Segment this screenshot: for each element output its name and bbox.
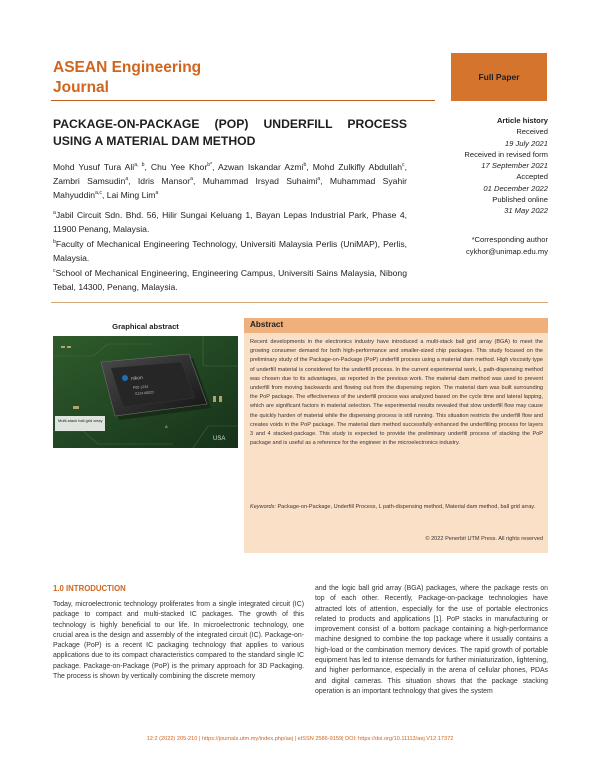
corresponding-email[interactable]: cykhor@unimap.edu.my (466, 247, 548, 256)
author-name: Idris Mansor (137, 176, 191, 186)
author-name: Chu Yee Khor (150, 162, 208, 172)
abstract-header (244, 318, 548, 333)
author-sup: c (402, 162, 405, 169)
author-name: Mohd Yusuf Tura Ali (53, 162, 135, 172)
author-sup: a (317, 176, 321, 183)
revised-label: Received in revised form (464, 149, 548, 159)
author-sup: b* (207, 162, 213, 169)
chip-label: Multi-stack ball grid array (58, 418, 103, 423)
received-label: Received (516, 127, 548, 137)
affiliation-sup: b (53, 239, 56, 246)
abstract-text: Recent developments in the electronics industry have introduced a multi-stack ball grid array (BGA) to meet the growing consumer demand for both high-performance and smaller-sized chip packages. This study focused on the preliminary study of the Package-on-Package (PoP) underfill process using a material dam method. High viscosity type of underfill material is considered for the underfill process. In the current experimental work, L path-dispensing method was chosen due to its advantages, as reported in the previous work. The material dam method was used to prevent underfill from moving backwards and flowing out from the dispensing region. The material dam was built surrounding the PoP package. The effectiveness of the underfill process was analyzed based on the cycle time and lateral lapping, which are significant factors in material selection. The experimental results revealed that slow underfill flow may cause the quickly harden of material while the dispensing process is still running. This situation restricts the underfill flow and creates voids in the PoP package. The material dam method successfully enhanced the underfilling process for layers 3 and 4 stacked-package. This study is expected to provide the preliminary underfill process of stacking the PoP package and is useful as a reference for the engineer in the microelectronics industry. (250, 339, 543, 447)
affiliation-item (53, 208, 407, 236)
svg-text:P00 1234: P00 1234 (132, 384, 149, 390)
author-sup: a,c (95, 190, 102, 197)
author-name: Muhammad Irsyad Suhaimi (202, 176, 318, 186)
author-list: Mohd Yusuf Tura Ali$^{a, b}$, Chu Yee Khor$^{b*}$, Azwan Iskandar Azmi$^b$, Mohd Zulkifly Abdullah$^c$, Zambri Samsudin$^a$, Idris Mansor$^a$, Muhammad Irsyad Suhaimi$^a$, Muhammad Syahir Mahyuddin$^{a,c}$, Lai Ming Lim$^a$ (53, 162, 408, 200)
keywords (250, 503, 543, 512)
affiliation-item (53, 237, 407, 265)
page-footer: 12:2 (2022) 205-210 | https://journals.utm.my/index.php/aej | eISSN 2586-9159| DOI: https://doi.org/10.11113/aej.V12.17372 (146, 736, 454, 742)
journal-name-line2: Journal (53, 79, 109, 96)
accepted-date: 01 December 2022 (483, 183, 548, 193)
journal-name-line1: ASEAN Engineering (53, 59, 202, 76)
corresponding-label: *Corresponding author (471, 235, 548, 244)
affiliation-sup: a (53, 210, 56, 217)
svg-text:S124 ABCD: S124 ABCD (134, 390, 155, 396)
svg-text:USA: USA (213, 436, 226, 442)
author-name: Muhammad Syahir Mahyuddin (53, 176, 408, 200)
graphical-abstract-image (53, 336, 238, 448)
abstract-heading: Abstract (250, 320, 284, 329)
graphical-abstract-heading: Graphical abstract (112, 322, 179, 331)
author-sup: a (155, 190, 159, 197)
paper-title: PACKAGE-ON-PACKAGE (POP) UNDERFILL PROCESS USING A MATERIAL DAM METHOD (53, 117, 407, 148)
received-date: 19 July 2021 (504, 138, 548, 148)
article-history (430, 115, 548, 217)
online-label: Published online (492, 195, 548, 205)
author-name: Lai Ming Lim (106, 190, 156, 200)
history-heading: Article history (496, 116, 548, 125)
journal-name (53, 58, 253, 98)
svg-text:nikon: nikon (130, 374, 144, 382)
author-sup: a (190, 176, 194, 183)
accepted-label: Accepted (516, 172, 548, 182)
paper-type-badge (451, 53, 547, 101)
affiliation-text: Faculty of Mechanical Engineering Technology, Universiti Malaysia Perlis (UniMAP), Perlis, Malaysia. (53, 239, 407, 263)
online-date: 31 May 2022 (504, 206, 548, 216)
affiliations (53, 208, 407, 294)
corresponding-author (420, 234, 548, 258)
author-sup: b (303, 162, 307, 169)
affiliation-item (53, 266, 407, 294)
paper-type-label: Full Paper (478, 72, 520, 82)
section-heading: 1.0 INTRODUCTION (53, 584, 126, 593)
affiliation-text: Jabil Circuit Sdn. Bhd. 56, Hilir Sungai Keluang 1, Bayan Lepas Industrial Park, Phase 4, 11900 Penang, Malaysia. (53, 210, 407, 234)
body-column-right: and the logic ball grid array (BGA) packages, where the package rests on top of each other. Recently, Package-on-package technologies have attracted lots of attention, especially for the use of portable electronics related to products and applications [1]. PoP stacks in manufacturing or improvement consist of a bottom package containing a high-performance machine designed to combine the top package where it usually contains a high-load or the combination memory devices. The rapid growth of portable equipment has led to intense demands for further miniaturization, lightening, and higher performance, especially in the arena of cellular phones, PDAs and digital cameras. This situation shows that the package stacking operation is an important technology that gives the system (315, 585, 548, 695)
affiliation-text: School of Mechanical Engineering, Engineering Campus, Universiti Sains Malaysia, Nibong Tebal, 14300, Penang, Malaysia. (53, 268, 407, 292)
keywords-text: Package-on-Package, Underfill Process, L path-dispensing method, Material dam method, ball grid array. (277, 504, 536, 510)
svg-text:A: A (165, 424, 168, 429)
author-sup: a (125, 176, 129, 183)
author-name: Mohd Zulkifly Abdullah (312, 162, 403, 172)
header-divider (51, 100, 435, 101)
keywords-label: Keywords: (250, 504, 276, 510)
author-name: Zambri Samsudin (53, 176, 126, 186)
revised-date: 17 September 2021 (481, 161, 548, 171)
author-sup: a, b (134, 162, 145, 169)
author-name: Azwan Iskandar Azmi (218, 162, 304, 172)
body-column-left: Today, microelectronic technology proliferates from a single integrated circuit (IC) package to compact and multi-stacked IC packages. The growth of this technology is highly beneficial to our life. In microelectronic technology, one crucial area is the design and assembly of the integrated circuit (IC). Package-on-Package (PoP) is a recent IC packaging technology that applies to various applications due to its compact characteristics compared to the standard single IC package. Package-on-Package (PoP) is the primary approach for 3D Packaging. The process is shown by vertically combining the discrete memory (53, 601, 304, 681)
section-divider (51, 302, 548, 303)
affiliation-sup: c (53, 268, 56, 275)
copyright-notice: © 2022 Penerbit UTM Press. All rights reserved (425, 536, 543, 542)
